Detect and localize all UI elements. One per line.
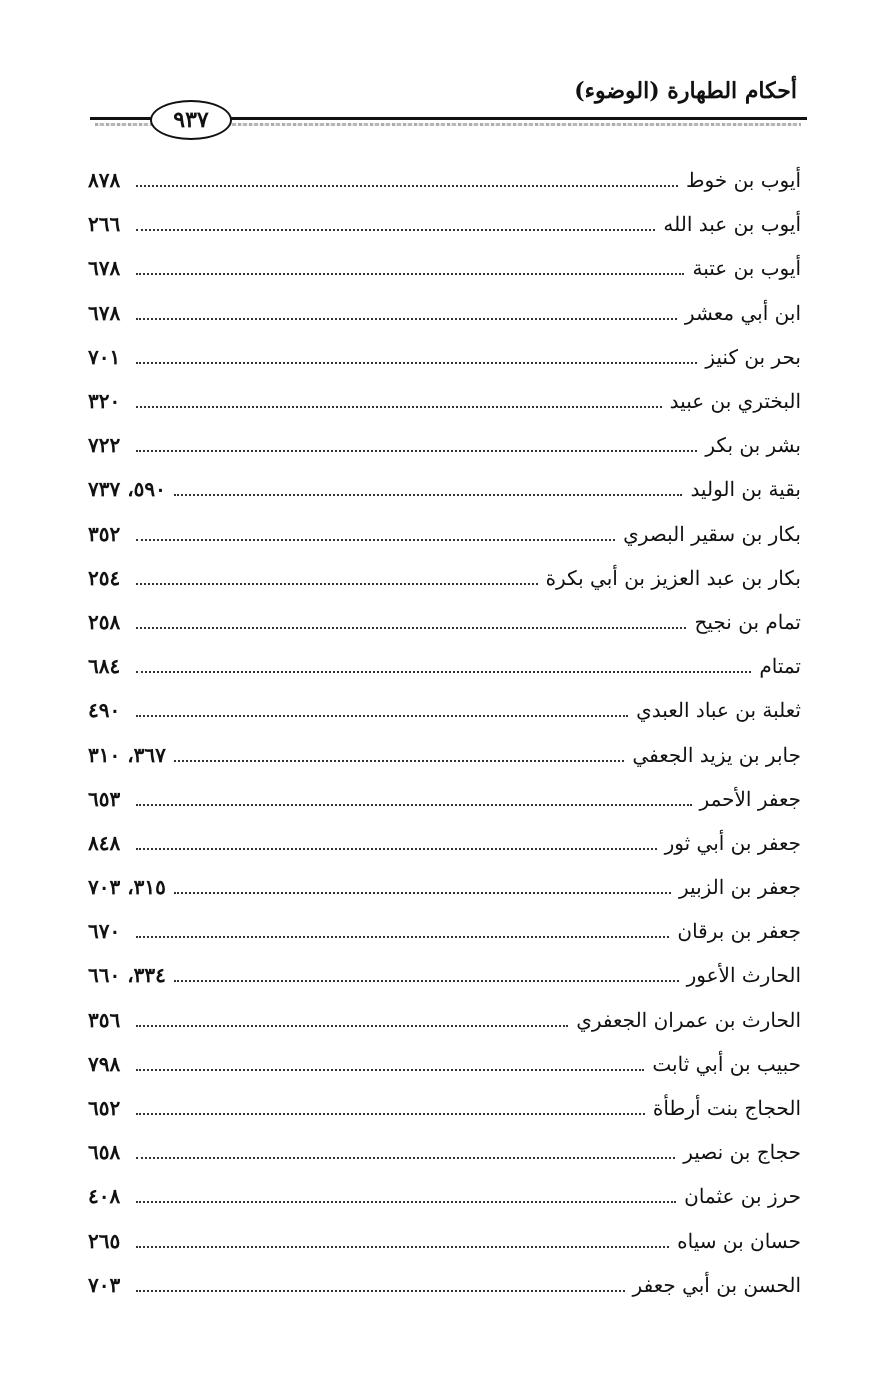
dot-leader — [136, 1201, 676, 1203]
dot-leader — [136, 539, 615, 541]
entry-name: الحجاج بنت أرطأة — [652, 1096, 801, 1121]
entry-name: أيوب بن خوط — [686, 168, 801, 193]
index-entry — [88, 777, 801, 821]
dot-leader — [136, 1157, 675, 1159]
entry-name: تمتام — [759, 654, 801, 679]
entry-page-numbers: ٤٩٠ — [88, 698, 121, 723]
entry-page-numbers: ٦٧٨ — [88, 300, 121, 325]
index-entry — [88, 865, 801, 909]
index-entry — [88, 158, 801, 202]
index-entry — [88, 291, 801, 335]
index-entry — [88, 1086, 801, 1130]
entry-name: جعفر بن أبي ثور — [664, 830, 801, 855]
dot-leader — [174, 760, 625, 762]
dot-leader — [136, 583, 538, 585]
entry-page-numbers: ٦٨٤ — [88, 654, 121, 679]
index-entry — [88, 1219, 801, 1263]
index-entry — [88, 512, 801, 556]
index-entry — [88, 1042, 801, 1086]
entry-name: أيوب بن عتبة — [692, 256, 801, 281]
entry-page-numbers: ٣٦٧، ٣١٠ — [88, 742, 166, 767]
entry-name: الحسن بن أبي جعفر — [632, 1272, 801, 1297]
entry-name: حجاج بن نصير — [683, 1140, 801, 1165]
dot-leader — [136, 450, 697, 452]
entry-name: تمام بن نجيح — [694, 609, 801, 634]
dot-leader — [136, 362, 697, 364]
dot-leader — [174, 494, 683, 496]
dot-leader — [136, 715, 628, 717]
entry-name: الحارث الأعور — [686, 963, 801, 988]
index-entry — [88, 909, 801, 953]
index-list — [88, 158, 801, 1307]
entry-page-numbers: ٣٥٢ — [88, 521, 121, 546]
index-entry — [88, 644, 801, 688]
entry-page-numbers: ٦٥٢ — [88, 1096, 121, 1121]
index-entry — [88, 1130, 801, 1174]
dot-leader — [136, 1025, 568, 1027]
index-entry — [88, 423, 801, 467]
entry-page-numbers: ٤٠٨ — [88, 1184, 121, 1209]
entry-name: حسان بن سياه — [677, 1228, 801, 1253]
index-entry — [88, 600, 801, 644]
index-entry — [88, 556, 801, 600]
index-entry — [88, 202, 801, 246]
dot-leader — [136, 671, 751, 673]
entry-name: أيوب بن عبد الله — [663, 212, 801, 237]
dot-leader — [136, 229, 655, 231]
entry-name: بشر بن بكر — [705, 433, 801, 458]
dot-leader — [136, 273, 684, 275]
entry-name: البختري بن عبيد — [669, 389, 801, 414]
dot-leader — [136, 627, 686, 629]
running-title: أحكام الطهارة (الوضوء) — [574, 78, 797, 104]
index-entry — [88, 467, 801, 511]
dot-leader — [136, 1290, 625, 1292]
entry-page-numbers: ٧٠١ — [88, 344, 121, 369]
entry-page-numbers: ٧٩٨ — [88, 1051, 121, 1076]
index-entry — [88, 732, 801, 776]
entry-name: حبيب بن أبي ثابت — [652, 1051, 801, 1076]
dot-leader — [174, 892, 671, 894]
index-entry — [88, 1174, 801, 1218]
index-entry — [88, 821, 801, 865]
entry-page-numbers: ٣٢٠ — [88, 389, 121, 414]
index-entry — [88, 998, 801, 1042]
entry-page-numbers: ٢٥٨ — [88, 609, 121, 634]
dot-leader — [136, 936, 669, 938]
entry-name: جعفر بن الزبير — [679, 875, 801, 900]
entry-page-numbers: ٣٣٤، ٦٦٠ — [88, 963, 166, 988]
entry-page-numbers: ٣٥٦ — [88, 1007, 121, 1032]
dot-leader — [136, 1246, 669, 1248]
index-entry — [88, 688, 801, 732]
entry-page-numbers: ٧٠٣ — [88, 1272, 121, 1297]
dot-leader — [136, 804, 692, 806]
entry-page-numbers: ٦٥٣ — [88, 786, 121, 811]
index-entry — [88, 379, 801, 423]
entry-name: حرز بن عثمان — [684, 1184, 801, 1209]
page-number-badge: ٩٣٧ — [150, 100, 232, 140]
index-entry — [88, 335, 801, 379]
entry-name: بكار بن سقير البصري — [623, 521, 801, 546]
index-entry — [88, 953, 801, 997]
entry-page-numbers: ٢٥٤ — [88, 565, 121, 590]
dot-leader — [174, 980, 679, 982]
entry-name: بقية بن الوليد — [690, 477, 801, 502]
dot-leader — [136, 406, 662, 408]
entry-name: ثعلبة بن عباد العبدي — [636, 698, 801, 723]
entry-page-numbers: ٦٥٨ — [88, 1140, 121, 1165]
dot-leader — [136, 1069, 644, 1071]
dot-leader — [136, 1113, 645, 1115]
index-entry — [88, 1263, 801, 1307]
entry-page-numbers: ٦٧٨ — [88, 256, 121, 281]
entry-page-numbers: ٨٤٨ — [88, 830, 121, 855]
entry-page-numbers: ٧٢٢ — [88, 433, 121, 458]
dot-leader — [136, 318, 677, 320]
entry-name: جعفر بن برقان — [677, 919, 801, 944]
entry-page-numbers: ٥٩٠، ٧٣٧ — [88, 477, 166, 502]
entry-name: جعفر الأحمر — [699, 786, 801, 811]
entry-name: بكار بن عبد العزيز بن أبي بكرة — [545, 565, 801, 590]
entry-name: الحارث بن عمران الجعفري — [576, 1007, 801, 1032]
entry-page-numbers: ٢٦٦ — [88, 212, 121, 237]
entry-name: بحر بن كنيز — [705, 344, 801, 369]
entry-page-numbers: ٦٧٠ — [88, 919, 121, 944]
index-entry — [88, 246, 801, 290]
entry-page-numbers: ٢٦٥ — [88, 1228, 121, 1253]
entry-page-numbers: ٨٧٨ — [88, 168, 121, 193]
entry-name: جابر بن يزيد الجعفي — [632, 742, 801, 767]
dot-leader — [136, 848, 657, 850]
dot-leader — [136, 185, 678, 187]
entry-page-numbers: ٣١٥، ٧٠٣ — [88, 875, 166, 900]
entry-name: ابن أبي معشر — [684, 300, 801, 325]
